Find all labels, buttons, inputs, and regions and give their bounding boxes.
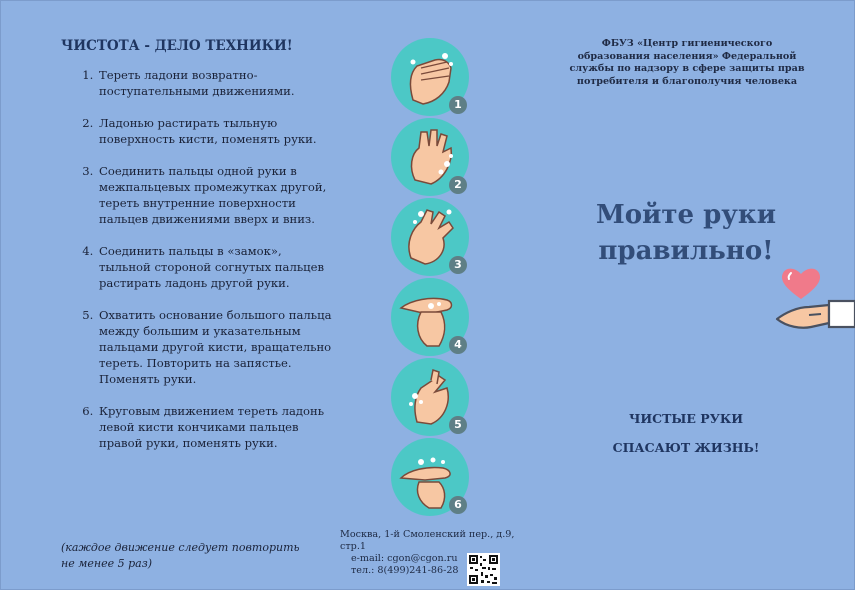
headline-line-1: Мойте руки (596, 200, 776, 230)
headline (571, 197, 801, 269)
address-text: Москва, 1-й Смоленский пер., д.9, стр.1 (340, 529, 515, 552)
step-number-badge: 5 (449, 416, 467, 434)
step-1: 1. Тереть ладони возвратно-поступательными движениями. (97, 67, 333, 99)
repeat-note: (каждое движение следует повторить не менее 5 раз) (61, 541, 300, 570)
hands-interlace-icon (391, 198, 469, 276)
step-number-badge: 4 (449, 336, 467, 354)
step-number-badge: 3 (449, 256, 467, 274)
email-text: e-mail: cgon@cgon.ru (351, 553, 458, 564)
step-6: 6. Круговым движением тереть ладонь левой кисти кончиками пальцев правой руки, поменять руки. (97, 403, 333, 451)
hands-thumb-rub-icon (391, 358, 469, 436)
contact-block (337, 529, 537, 577)
organization-name: ФБУЗ «Центр гигиенического образования населения» Федеральной службы по надзору в сфере защиты прав потребителя и благополучия человека (569, 38, 805, 87)
steps-list (61, 67, 333, 467)
slogan-line-2: СПАСАЮТ ЖИЗНЬ! (612, 440, 760, 455)
step-2: 2. Ладонью растирать тыльную поверхность кисти, поменять руки. (97, 115, 333, 147)
qr-code-icon (467, 553, 500, 586)
slogan-line-1: ЧИСТЫЕ РУКИ (628, 411, 744, 426)
phone-text: тел.: 8(499)241-86-28 (351, 565, 459, 576)
steps-title: ЧИСТОТА - ДЕЛО ТЕХНИКИ! (61, 38, 293, 54)
step-5: 5. Охватить основание большого пальца между большим и указательным пальцами другой кисти, вращательно тереть. Повторить на запястье. Поменять руки. (97, 307, 333, 387)
step-number-badge: 6 (449, 496, 467, 514)
headline-line-2: правильно! (598, 236, 774, 266)
step-4: 4. Соединить пальцы в «замок», тыльной стороной согнутых пальцев растирать ладонь другой руки. (97, 243, 333, 291)
step-3: 3. Соединить пальцы одной руки в межпальцевых промежутках другой, тереть внутренние поверхности пальцев движениями вверх и вниз. (97, 163, 333, 227)
heart-in-hand-icon (773, 259, 855, 335)
hands-fingertips-icon (391, 438, 469, 516)
step-number-badge: 1 (449, 96, 467, 114)
hands-lock-icon (391, 278, 469, 356)
hands-rub-back-icon (391, 118, 469, 196)
hands-rub-palms-icon (391, 38, 469, 116)
step-number-badge: 2 (449, 176, 467, 194)
